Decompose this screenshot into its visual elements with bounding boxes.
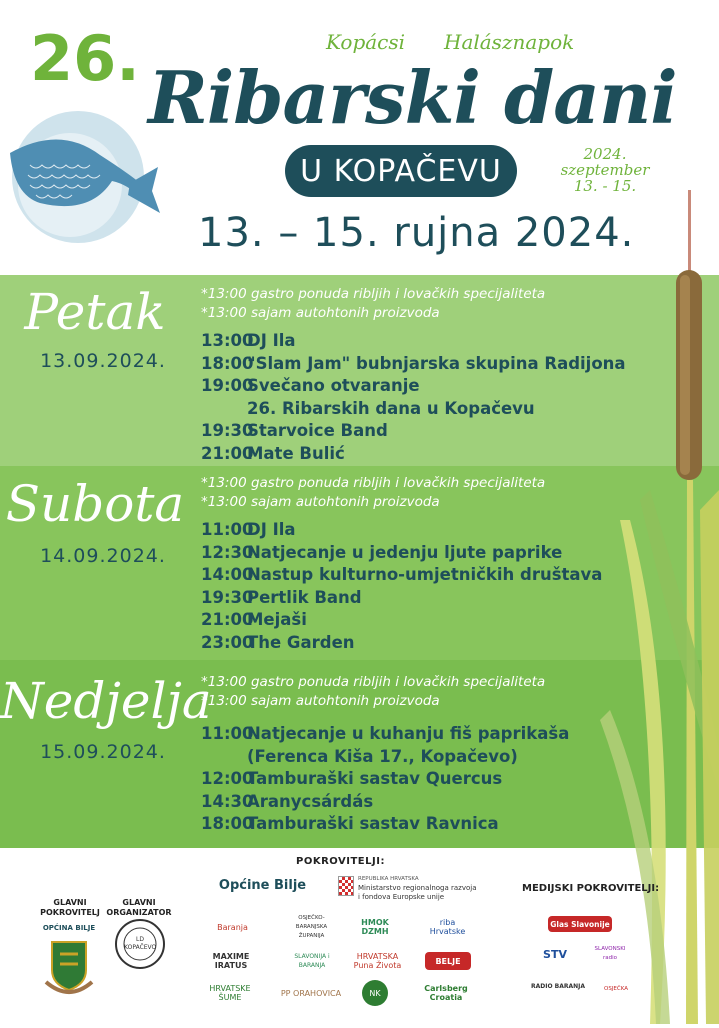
hungarian-date-year: 2024.	[583, 145, 627, 163]
sponsor-logo: riba Hrvatske	[429, 918, 466, 936]
edition-number: 26.	[30, 22, 140, 95]
hungarian-title-left: Kopácsi	[326, 30, 406, 54]
sponsor-logo: PP ORAHOVICA	[280, 988, 342, 998]
program-note: *13:00 gastro ponuda ribljih i lovačkih specijaliteta	[201, 475, 546, 491]
festival-title: Ribarski dani	[148, 55, 677, 140]
hungarian-date	[560, 146, 650, 194]
event-title: Tamburaški sastav Quercus	[247, 769, 503, 788]
sponsor-logo: HRVATSKA Puna Života	[353, 952, 402, 970]
day-program-subota	[201, 474, 602, 654]
event-title: Svečano otvaranje	[247, 376, 420, 395]
ministry-line: REPUBLIKA HRVATSKA	[358, 876, 419, 882]
fish-emblem	[0, 95, 170, 255]
event-title: DJ Ila	[247, 520, 296, 539]
event-time: 21:00	[201, 610, 254, 629]
hungarian-date-month: szeptember	[560, 161, 650, 179]
day-date-nedjelja: 15.09.2024.	[40, 741, 166, 763]
day-program-nedjelja	[201, 673, 569, 836]
program-note: *13:00 gastro ponuda ribljih i lovačkih specijaliteta	[201, 674, 546, 690]
media-sponsors-heading: MEDIJSKI POKROVITELJI:	[522, 883, 660, 894]
event-row	[201, 330, 626, 353]
opcine-bilje-logo: Općine Bilje	[218, 877, 307, 893]
event-row	[201, 813, 569, 836]
main-sponsor-label	[38, 898, 102, 918]
bilje-logo-text: OPĆINA BILJE	[42, 924, 96, 932]
bilje-coat-of-arms	[42, 922, 96, 998]
sponsor-logo: Baranja	[217, 922, 248, 932]
event-row	[201, 519, 602, 542]
program-note: *13:00 sajam autohtonih proizvoda	[201, 305, 440, 321]
event-row	[201, 420, 626, 443]
event-title: (Ferenca Kiša 17., Kopačevo)	[247, 746, 518, 766]
label-line: POKROVITELJ	[40, 908, 100, 917]
ministry-line: Ministarstvo regionalnoga razvoja	[358, 884, 477, 892]
event-time: 19:30	[201, 421, 254, 440]
event-time: 12:30	[201, 542, 254, 562]
location-banner: U KOPAČEVU	[285, 145, 517, 197]
event-time: 12:00	[201, 769, 254, 788]
event-title: Nastup kulturno-umjetničkih društava	[247, 565, 603, 584]
media-logo: Glas Slavonije	[548, 916, 612, 932]
event-title: Pertlik Band	[247, 587, 362, 607]
event-title: "Slam Jam" bubnjarska skupina Radijona	[247, 353, 626, 373]
event-time: 13:00	[201, 331, 254, 350]
label-line: GLAVNI	[53, 898, 87, 907]
ld-kopacevo-logo	[114, 918, 166, 970]
media-logo: RADIO BARANJA	[530, 982, 586, 990]
ministry-logo	[338, 876, 477, 906]
ld-logo-text: LD KOPAČEVO	[124, 936, 157, 951]
event-title: Natjecanje u jedenju ljute paprike	[247, 542, 563, 562]
day-name-nedjelja: Nedjelja	[0, 672, 212, 730]
event-row	[201, 609, 602, 632]
event-row	[201, 791, 569, 814]
event-row	[201, 542, 602, 565]
croatia-shield-icon	[338, 876, 354, 896]
sponsor-logo: HRVATSKE ŠUME	[209, 984, 251, 1002]
label-line: ORGANIZATOR	[106, 908, 172, 917]
day-program-petak	[201, 285, 626, 465]
event-time: 19:00	[201, 376, 254, 395]
event-title: Tamburaški sastav Ravnica	[247, 814, 499, 833]
sponsor-logo: BELJE	[425, 952, 471, 970]
media-logo: STV	[543, 947, 567, 961]
event-time: 19:30	[201, 587, 254, 607]
sponsor-logo: HMOK DZMH	[361, 918, 389, 936]
event-time: 21:00	[201, 443, 254, 463]
event-row-continued	[201, 746, 569, 769]
day-date-subota: 14.09.2024.	[40, 545, 166, 567]
event-row	[201, 353, 626, 376]
label-line: GLAVNI	[122, 898, 156, 907]
event-row	[201, 564, 602, 587]
event-title: Mejaši	[247, 610, 307, 629]
event-row	[201, 375, 626, 398]
event-time: 14:30	[201, 791, 254, 811]
event-title: 26. Ribarskih dana u Kopačevu	[247, 398, 535, 418]
sponsors-heading: POKROVITELJI:	[296, 856, 385, 867]
hungarian-date-days: 13. - 15.	[573, 177, 637, 195]
sponsor-logo: Carlsberg Croatia	[424, 984, 468, 1002]
program-note: *13:00 gastro ponuda ribljih i lovačkih specijaliteta	[201, 286, 546, 302]
event-title: Mate Bulić	[247, 443, 345, 463]
event-row	[201, 723, 569, 746]
media-logo: OSJEČKA	[603, 985, 629, 992]
program-note: *13:00 sajam autohtonih proizvoda	[201, 494, 440, 510]
event-time: 11:00	[201, 724, 254, 743]
media-logo: SLAVONSKI radio	[594, 946, 626, 961]
event-row-continued	[201, 398, 626, 421]
event-title: Natjecanje u kuhanju fiš paprikaša	[247, 724, 570, 743]
event-time: 11:00	[201, 520, 254, 539]
event-title: DJ Ila	[247, 331, 296, 350]
event-time: 18:00	[201, 353, 254, 373]
event-row	[201, 768, 569, 791]
day-date-petak: 13.09.2024.	[40, 350, 166, 372]
event-row	[201, 587, 602, 610]
sponsor-logo: SLAVONIJA i BARANJA	[294, 953, 330, 969]
sponsor-logo: MAXIME IRATUS	[212, 952, 250, 970]
ministry-line: i fondova Europske unije	[358, 893, 445, 901]
event-row	[201, 632, 602, 655]
main-organizer-label	[106, 898, 172, 918]
event-time: 18:00	[201, 814, 254, 833]
sponsor-logo: OSJEČKO-BARANJSKA ŽUPANIJA	[295, 914, 328, 939]
day-name-subota: Subota	[5, 475, 185, 533]
sponsor-logo: NK	[362, 980, 388, 1006]
event-row	[201, 443, 626, 466]
event-time: 23:00	[201, 632, 254, 652]
event-title: The Garden	[247, 632, 355, 652]
event-title: Starvoice Band	[247, 421, 388, 440]
event-time: 14:00	[201, 565, 254, 584]
hungarian-title-right: Halásznapok	[444, 30, 575, 54]
main-date: 13. – 15. rujna 2024.	[198, 210, 635, 256]
program-note: *13:00 sajam autohtonih proizvoda	[201, 693, 440, 709]
day-name-petak: Petak	[24, 283, 166, 341]
event-title: Aranycsárdás	[247, 791, 374, 811]
